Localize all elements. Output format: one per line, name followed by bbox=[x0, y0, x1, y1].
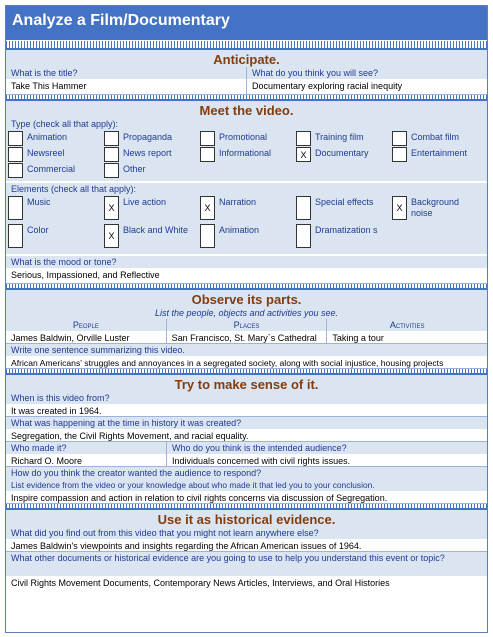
title-cell bbox=[6, 67, 246, 95]
anticipate-row bbox=[6, 67, 487, 95]
checkbox-item[interactable] bbox=[8, 224, 104, 252]
answer-when[interactable]: It was created in 1964. bbox=[6, 404, 487, 417]
checkbox[interactable]: X bbox=[296, 147, 311, 162]
checkbox-item[interactable] bbox=[296, 224, 392, 252]
question-when: When is this video from? bbox=[6, 392, 487, 404]
question-who: Who made it? bbox=[6, 442, 166, 454]
places-header: Places bbox=[167, 319, 327, 331]
question-title: What is the title? bbox=[6, 67, 246, 79]
checkbox[interactable] bbox=[8, 147, 23, 162]
question-respond: How do you think the creator wanted the audience to respond? bbox=[6, 467, 487, 479]
checkbox-label: Informational bbox=[219, 148, 272, 158]
elements-checkbox-grid bbox=[6, 195, 487, 254]
checkbox-item[interactable] bbox=[104, 147, 200, 163]
question-expect: What do you think you will see? bbox=[247, 67, 487, 79]
checkbox[interactable]: X bbox=[392, 196, 407, 220]
checkbox-item[interactable] bbox=[104, 196, 200, 224]
who-cell bbox=[6, 442, 166, 467]
question-happening: What was happening at the time in history it was created? bbox=[6, 417, 487, 429]
answer-other[interactable]: Civil Rights Movement Documents, Contemporary News Articles, Interviews, and Oral Histories bbox=[6, 576, 487, 589]
checkbox-label: Special effects bbox=[315, 197, 374, 207]
answer-who[interactable]: Richard O. Moore bbox=[6, 454, 166, 467]
checkbox-item[interactable] bbox=[8, 131, 104, 147]
checkbox-item[interactable] bbox=[104, 131, 200, 147]
checkbox[interactable] bbox=[8, 224, 23, 248]
places-column bbox=[166, 319, 327, 344]
checkbox[interactable] bbox=[200, 147, 215, 162]
checkbox[interactable]: X bbox=[104, 196, 119, 220]
checkbox-label: Black and White bbox=[123, 225, 189, 235]
answer-happening[interactable]: Segregation, the Civil Rights Movement, and racial equality. bbox=[6, 429, 487, 442]
places-answer[interactable]: San Francisco, St. Mary`s Cathedral bbox=[167, 331, 327, 344]
question-summary: Write one sentence summarizing this video. bbox=[6, 344, 487, 356]
type-label: Type (check all that apply): bbox=[6, 118, 487, 130]
checkbox-label: Dramatization s bbox=[315, 225, 378, 235]
answer-found[interactable]: James Baldwin's viewpoints and insights regarding the African American issues of 1964. bbox=[6, 539, 487, 552]
observe-instruction: List the people, objects and activities you see. bbox=[6, 307, 487, 319]
checkbox[interactable] bbox=[104, 163, 119, 178]
question-mood: What is the mood or tone? bbox=[6, 256, 487, 268]
checkbox-label: Newsreel bbox=[27, 148, 65, 158]
activities-header: Activities bbox=[327, 319, 487, 331]
checkbox-item[interactable] bbox=[296, 196, 392, 224]
checkbox-item[interactable] bbox=[392, 147, 487, 163]
section-heading-anticipate: Anticipate. bbox=[6, 48, 487, 67]
audience-cell bbox=[166, 442, 487, 467]
expect-cell bbox=[246, 67, 487, 95]
people-answer[interactable]: James Baldwin, Orville Luster bbox=[6, 331, 166, 344]
checkbox-item[interactable] bbox=[200, 131, 296, 147]
checkbox[interactable] bbox=[296, 224, 311, 248]
answer-summary[interactable]: African Americans' struggles and annoyances in a segregated society, along with social injustice, housing projects bbox=[6, 356, 487, 369]
checkbox-label: Propaganda bbox=[123, 132, 173, 142]
checkbox-label: Combat film bbox=[411, 132, 460, 142]
checkbox[interactable] bbox=[8, 163, 23, 178]
type-checkbox-grid bbox=[6, 130, 487, 181]
checkbox-label: Documentary bbox=[315, 148, 369, 158]
people-header: People bbox=[6, 319, 166, 331]
checkbox-item[interactable] bbox=[296, 147, 392, 163]
answer-audience[interactable]: Individuals concerned with civil rights issues. bbox=[167, 454, 487, 467]
checkbox-item[interactable] bbox=[392, 196, 487, 224]
checkbox-label: Background noise bbox=[411, 197, 460, 218]
checkbox-label: News report bbox=[123, 148, 172, 158]
checkbox-label: Other bbox=[123, 164, 146, 174]
checkbox-item[interactable] bbox=[8, 196, 104, 224]
checkbox[interactable] bbox=[296, 196, 311, 220]
checkbox-label: Commercial bbox=[27, 164, 76, 174]
checkbox[interactable] bbox=[104, 147, 119, 162]
checkbox[interactable] bbox=[392, 131, 407, 146]
checkbox-item[interactable] bbox=[8, 163, 104, 179]
elements-label: Elements (check all that apply): bbox=[6, 183, 487, 195]
checkbox[interactable]: X bbox=[104, 224, 119, 248]
checkbox-item[interactable] bbox=[8, 147, 104, 163]
checkbox-label: Live action bbox=[123, 197, 167, 207]
checkbox[interactable] bbox=[8, 131, 23, 146]
section-heading-sense: Try to make sense of it. bbox=[6, 373, 487, 392]
question-audience: Who do you think is the intended audience? bbox=[167, 442, 487, 454]
checkbox[interactable] bbox=[200, 224, 215, 248]
checkbox-label: Color bbox=[27, 225, 49, 235]
checkbox-label: Training film bbox=[315, 132, 364, 142]
checkbox-label: Promotional bbox=[219, 132, 268, 142]
checkbox[interactable]: X bbox=[200, 196, 215, 220]
checkbox-item[interactable] bbox=[392, 131, 487, 147]
worksheet bbox=[5, 5, 488, 633]
checkbox-item[interactable] bbox=[200, 147, 296, 163]
checkbox-label: Music bbox=[27, 197, 51, 207]
checkbox-label: Entertainment bbox=[411, 148, 468, 158]
answer-respond[interactable]: Inspire compassion and action in relation to civil rights concerns via discussion of Segregation. bbox=[6, 491, 487, 504]
checkbox-label: Narration bbox=[219, 197, 257, 207]
checkbox-item[interactable] bbox=[200, 224, 296, 252]
checkbox[interactable] bbox=[392, 147, 407, 162]
section-heading-observe: Observe its parts. bbox=[6, 288, 487, 307]
title-divider bbox=[6, 40, 487, 48]
who-audience-row bbox=[6, 442, 487, 467]
checkbox-label: Animation bbox=[27, 132, 68, 142]
people-column bbox=[6, 319, 166, 344]
observe-columns bbox=[6, 319, 487, 344]
worksheet-title: Analyze a Film/Documentary bbox=[6, 6, 487, 40]
question-found: What did you find out from this video that you might not learn anywhere else? bbox=[6, 527, 487, 539]
checkbox-item[interactable] bbox=[104, 163, 200, 179]
checkbox-item[interactable] bbox=[200, 196, 296, 224]
checkbox[interactable] bbox=[296, 131, 311, 146]
section-heading-meet: Meet the video. bbox=[6, 99, 487, 118]
activities-answer[interactable]: Taking a tour bbox=[327, 331, 487, 344]
activities-column bbox=[326, 319, 487, 344]
section-heading-evidence: Use it as historical evidence. bbox=[6, 508, 487, 527]
checkbox[interactable] bbox=[104, 131, 119, 146]
answer-expect[interactable]: Documentary exploring racial inequity bbox=[247, 79, 487, 95]
question-other: What other documents or historical evidence are you going to use to help you understand this event or topic? bbox=[6, 552, 487, 576]
checkbox-item[interactable] bbox=[104, 224, 200, 252]
checkbox-item[interactable] bbox=[296, 131, 392, 147]
checkbox[interactable] bbox=[200, 131, 215, 146]
checkbox[interactable] bbox=[8, 196, 23, 220]
question-respond-evidence: List evidence from the video or your knowledge about who made it that led you to your conclusion. bbox=[6, 479, 487, 491]
checkbox-label: Animation bbox=[219, 225, 260, 235]
answer-mood[interactable]: Serious, Impassioned, and Reflective bbox=[6, 268, 487, 284]
answer-title[interactable]: Take This Hammer bbox=[6, 79, 246, 95]
